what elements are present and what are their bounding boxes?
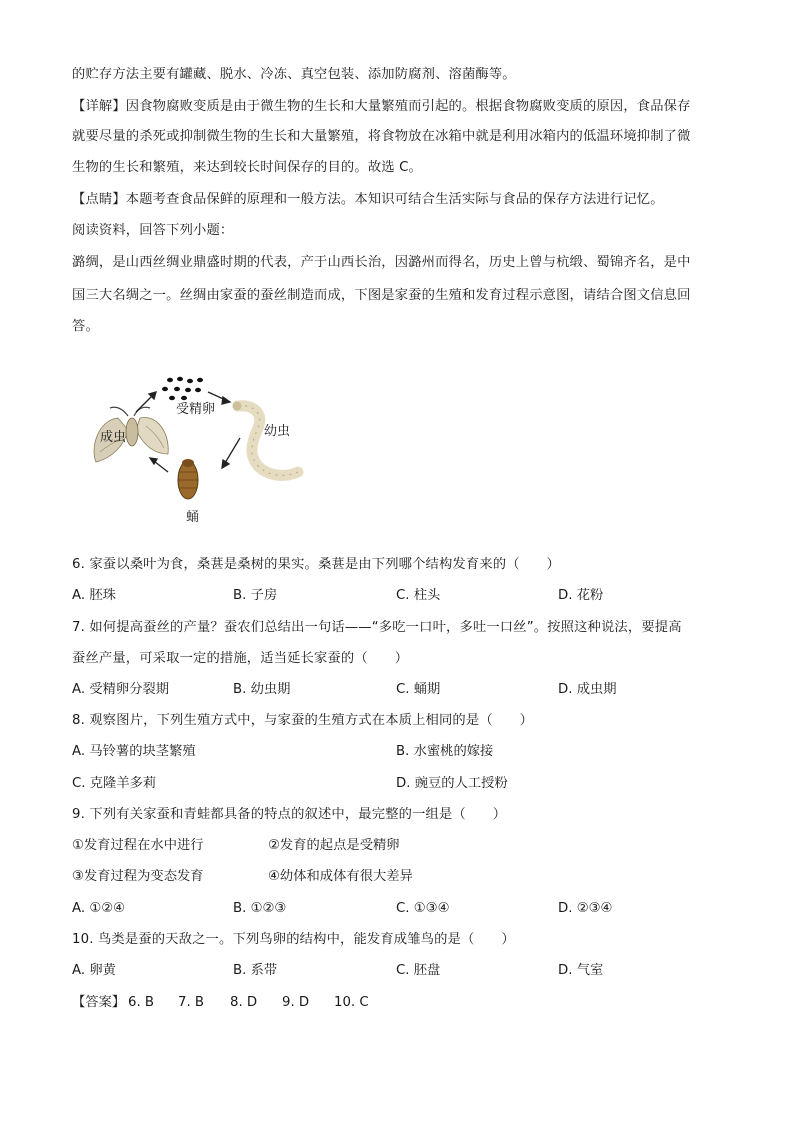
reading-paragraph: 国三大名绸之一。丝绸由家蚕的蚕丝制造而成，下图是家蚕的生殖和发育过程示意图，请结合图文信息回	[72, 288, 691, 303]
question-6-option-a[interactable]: A. 胚珠	[72, 588, 116, 603]
adult-label: 成虫	[100, 430, 127, 445]
question-10-option-b[interactable]: B. 系带	[233, 963, 278, 978]
silkworm-lifecycle-figure	[88, 370, 318, 530]
question-8-option-a[interactable]: A. 马铃薯的块茎繁殖	[72, 744, 196, 759]
question-9-statement-4: ④幼体和成体有很大差异	[268, 869, 413, 884]
question-10-option-d[interactable]: D. 气室	[558, 963, 604, 978]
question-6-option-b[interactable]: B. 子房	[233, 588, 278, 603]
detail-text: 生物的生长和繁殖，来达到较长时间保存的目的。故选 C。	[72, 160, 422, 175]
question-10-stem: 10. 鸟类是蚕的天敌之一。下列鸟卵的结构中，能发育成雏鸟的是（ ）	[72, 932, 515, 947]
question-6-stem: 6. 家蚕以桑叶为食，桑葚是桑树的果实。桑葚是由下列哪个结构发育来的（ ）	[72, 557, 561, 572]
question-9-statement-3: ③发育过程为变态发育	[72, 869, 204, 884]
question-8-stem: 8. 观察图片，下列生殖方式中，与家蚕的生殖方式在本质上相同的是（ ）	[72, 713, 534, 728]
question-10-option-c[interactable]: C. 胚盘	[396, 963, 441, 978]
question-7-stem: 蚕丝产量，可采取一定的措施，适当延长家蚕的（ ）	[72, 651, 409, 666]
answer-item: 8. D	[230, 995, 258, 1010]
question-9-statement-2: ②发育的起点是受精卵	[268, 838, 400, 853]
question-10-option-a[interactable]: A. 卵黄	[72, 963, 116, 978]
question-7-option-c[interactable]: C. 蛹期	[396, 682, 441, 697]
pupa-label: 蛹	[186, 510, 200, 525]
question-7-stem: 7. 如何提高蚕丝的产量？蚕农们总结出一句话——“多吃一口叶，多吐一口丝”。按照这种说法，要提高	[72, 620, 682, 635]
answer-item: 10. C	[334, 995, 369, 1010]
question-8-option-b[interactable]: B. 水蜜桃的嫁接	[396, 744, 494, 759]
eggs-icon	[162, 377, 203, 400]
answer-item: 9. D	[282, 995, 310, 1010]
question-7-option-a[interactable]: A. 受精卵分裂期	[72, 682, 170, 697]
question-9-option-b[interactable]: B. ①②③	[233, 901, 287, 916]
answer-item: 7. B	[178, 995, 205, 1010]
pupa-icon	[178, 459, 198, 499]
question-7-option-b[interactable]: B. 幼虫期	[233, 682, 291, 697]
detail-text: 【详解】因食物腐败变质是由于微生物的生长和大量繁殖而引起的。根据食物腐败变质的原因，食品保存	[72, 99, 691, 114]
question-8-option-d[interactable]: D. 豌豆的人工授粉	[396, 776, 508, 791]
lifecycle-illustration	[88, 370, 318, 530]
larva-label: 幼虫	[264, 424, 291, 439]
question-9-statement-1: ①发育过程在水中进行	[72, 838, 204, 853]
question-9-option-d[interactable]: D. ②③④	[558, 901, 613, 916]
question-9-option-c[interactable]: C. ①③④	[396, 901, 450, 916]
answer-label: 【答案】	[72, 995, 126, 1010]
reading-paragraph: 答。	[72, 319, 99, 334]
question-9-option-a[interactable]: A. ①②④	[72, 901, 126, 916]
question-9-stem: 9. 下列有关家蚕和青蛙都具备的特点的叙述中，最完整的一组是（ ）	[72, 807, 507, 822]
egg-label: 受精卵	[176, 402, 216, 417]
question-6-option-d[interactable]: D. 花粉	[558, 588, 604, 603]
explanation-text: 的贮存方法主要有罐藏、脱水、冷冻、真空包装、添加防腐剂、溶菌酶等。	[72, 67, 516, 82]
comment-text: 【点睛】本题考查食品保鲜的原理和一般方法。本知识可结合生活实际与食品的保存方法进行记忆。	[72, 192, 664, 207]
reading-intro: 阅读资料，回答下列小题：	[72, 223, 234, 238]
question-6-option-c[interactable]: C. 柱头	[396, 588, 441, 603]
question-8-option-c[interactable]: C. 克隆羊多莉	[72, 776, 157, 791]
question-7-option-d[interactable]: D. 成虫期	[558, 682, 617, 697]
answer-item: 6. B	[128, 995, 155, 1010]
reading-paragraph: 潞绸，是山西丝绸业鼎盛时期的代表，产于山西长治，因潞州而得名，历史上曾与杭缎、蜀锦齐名，是中	[72, 255, 691, 270]
detail-text: 就要尽量的杀死或抑制微生物的生长和大量繁殖，将食物放在冰箱中就是利用冰箱内的低温环境抑制了微	[72, 129, 691, 144]
